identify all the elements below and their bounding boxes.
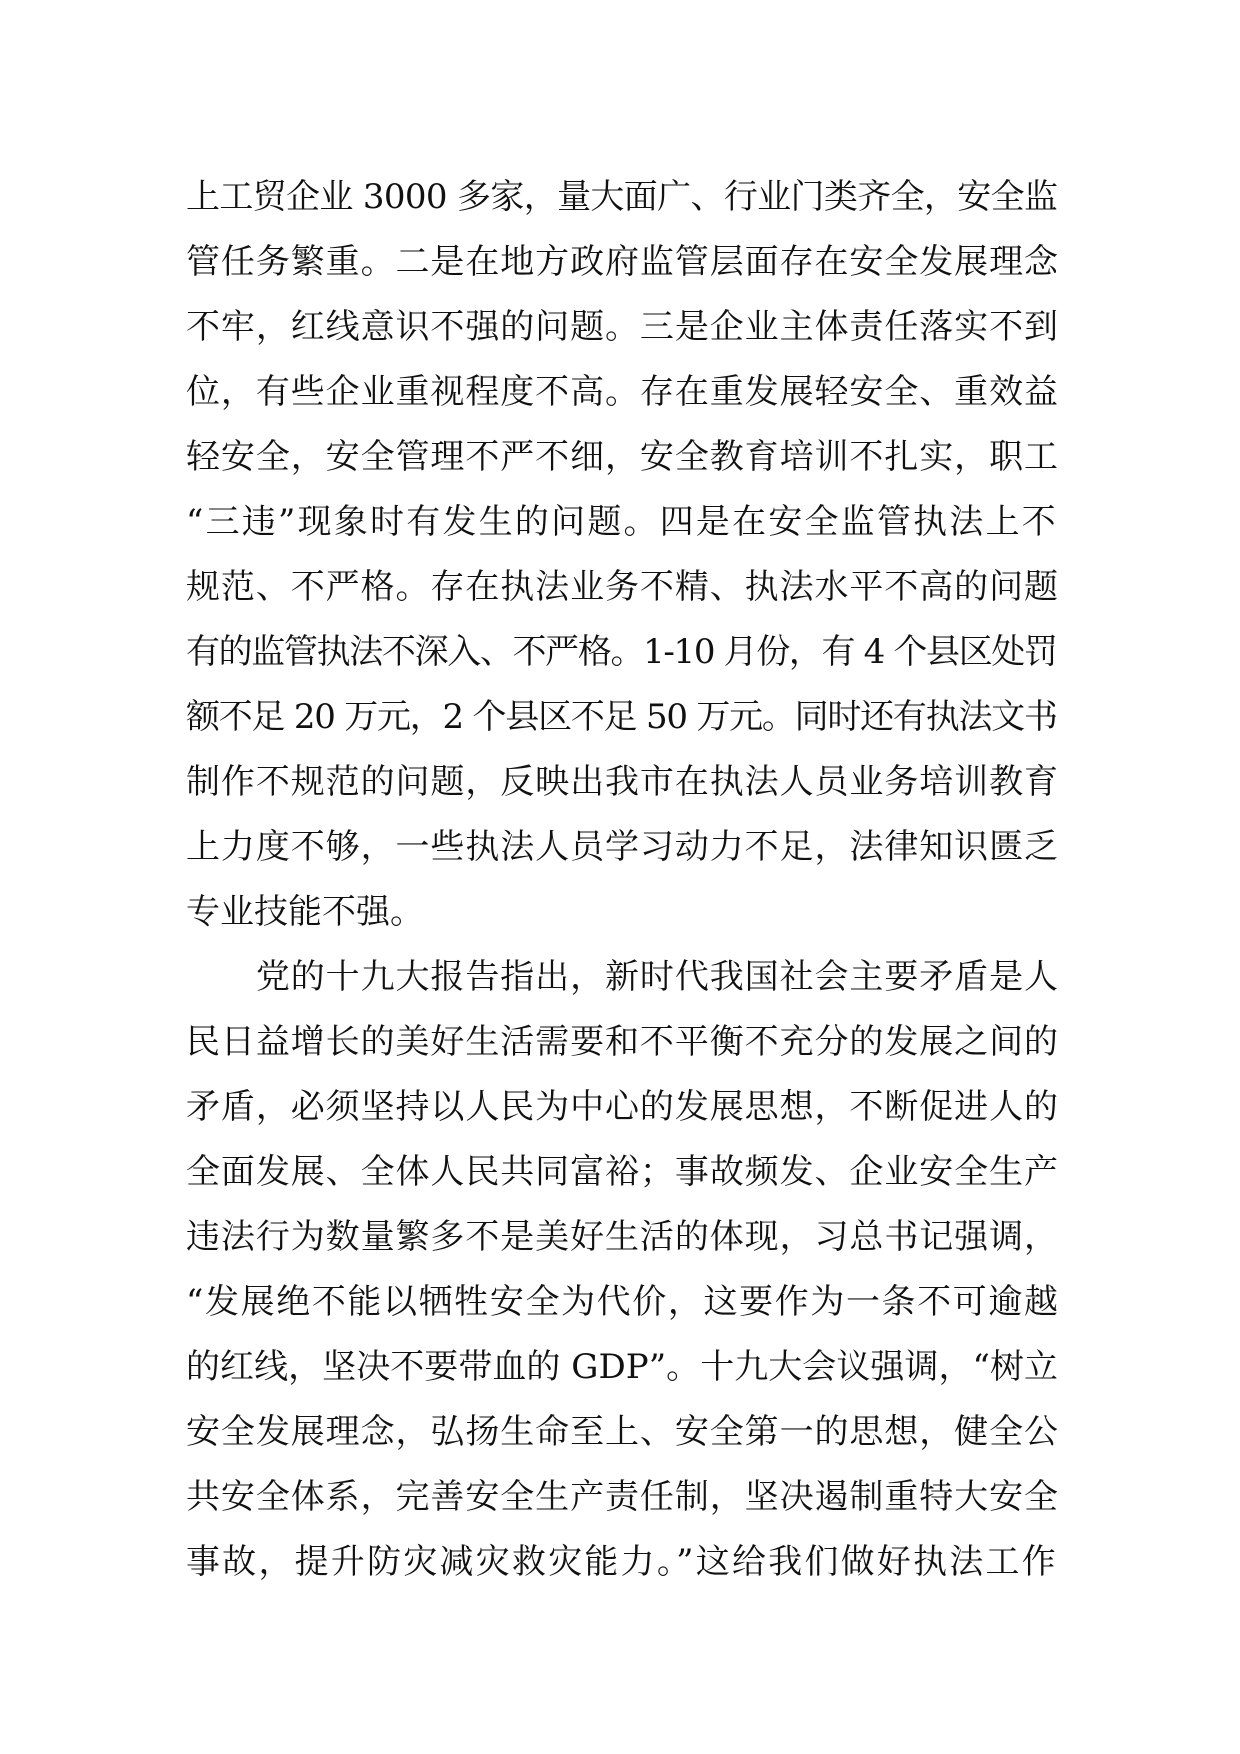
text-line: 额不足 20 万元，2 个县区不足 50 万元。同时还有执法文书	[186, 697, 1057, 737]
paragraph-start-line: 党的十九大报告指出，新时代我国社会主要矛盾是人	[186, 957, 1059, 997]
text-line: 全面发展、全体人民共同富裕；事故频发、企业安全生产	[186, 1152, 1059, 1192]
text-line: 上力度不够，一些执法人员学习动力不足，法律知识匮乏	[186, 827, 1059, 867]
text-line: “三违”现象时有发生的问题。四是在安全监管执法上不	[186, 502, 1058, 542]
text-line: 位，有些企业重视程度不高。存在重发展轻安全、重效益	[186, 372, 1059, 412]
text-line: 违法行为数量繁多不是美好生活的体现，习总书记强调，	[186, 1217, 1059, 1257]
text-line: 管任务繁重。二是在地方政府监管层面存在安全发展理念	[186, 242, 1059, 282]
text-line: “发展绝不能以牺牲安全为代价，这要作为一条不可逾越	[186, 1282, 1060, 1322]
text-line: 专业技能不强。	[186, 892, 424, 932]
text-line: 民日益增长的美好生活需要和不平衡不充分的发展之间的	[186, 1022, 1059, 1062]
text-line: 上工贸企业 3000 多家，量大面广、行业门类齐全，安全监	[186, 177, 1058, 217]
text-line: 事故，提升防灾减灾救灾能力。”这给我们做好执法工作	[186, 1542, 1058, 1582]
text-line: 共安全体系，完善安全生产责任制，坚决遏制重特大安全	[186, 1477, 1059, 1517]
text-line: 制作不规范的问题，反映出我市在执法人员业务培训教育	[186, 762, 1059, 802]
text-line: 有的监管执法不深入、不严格。1-10 月份，有 4 个县区处罚	[186, 632, 1057, 672]
text-line: 不牢，红线意识不强的问题。三是企业主体责任落实不到	[186, 307, 1059, 347]
text-line: 的红线，坚决不要带血的 GDP”。十九大会议强调，“树立	[186, 1347, 1059, 1387]
text-line: 轻安全，安全管理不严不细，安全教育培训不扎实，职工	[186, 437, 1059, 477]
text-line: 矛盾，必须坚持以人民为中心的发展思想，不断促进人的	[186, 1087, 1059, 1127]
text-line: 规范、不严格。存在执法业务不精、执法水平不高的问题	[186, 567, 1059, 607]
text-line: 安全发展理念，弘扬生命至上、安全第一的思想，健全公	[186, 1412, 1059, 1452]
